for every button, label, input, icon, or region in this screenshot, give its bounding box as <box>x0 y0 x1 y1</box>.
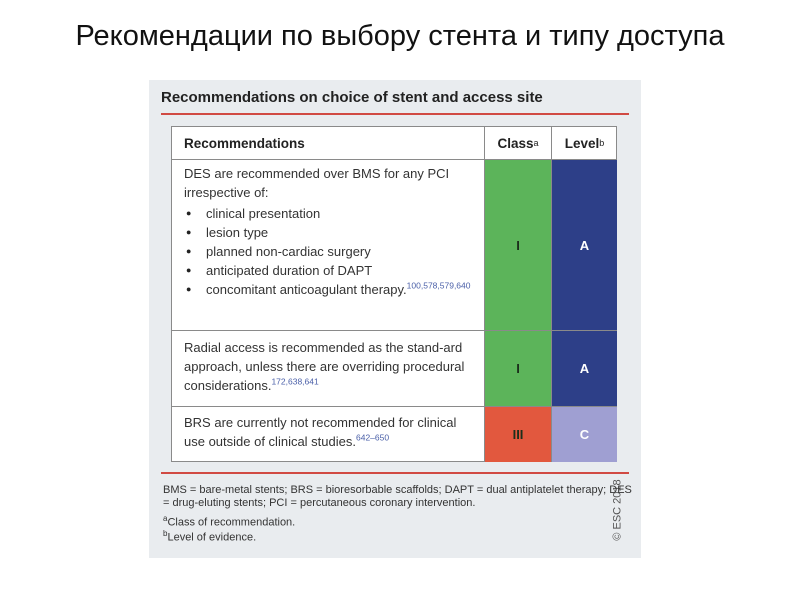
recommendations-table <box>171 126 617 462</box>
table-row <box>172 160 484 330</box>
list-item: ● anticipated duration of DAPT <box>184 261 474 280</box>
footnote-a-mark: a <box>163 514 168 523</box>
header-recommendations-label: Recommendations <box>184 135 305 151</box>
bottom-rule <box>161 472 629 474</box>
row-3-text: BRS are currently not recommended for clinical use outside of clinical studies. <box>184 415 457 449</box>
row-1-class: I <box>484 160 551 330</box>
table-row <box>172 407 484 462</box>
figure-heading: Recommendations on choice of stent and access site <box>161 89 543 106</box>
row-2-class: I <box>484 331 551 406</box>
row-3-class: III <box>484 407 551 462</box>
row-1-bullets <box>184 204 474 299</box>
footnote-b-text: Level of evidence. <box>167 531 257 544</box>
copyright-text: © ESC 2018 <box>612 479 624 541</box>
row-3-refs: 642–650 <box>355 432 390 443</box>
row-3-level: C <box>551 407 617 462</box>
list-item: ● clinical presentation <box>184 204 474 223</box>
header-level <box>551 127 617 159</box>
table-row <box>172 331 484 406</box>
row-1-bullet-last: concomitant anticoagulant therapy. <box>206 282 407 297</box>
row-2-refs: 172,638,641 <box>271 376 319 387</box>
row-1-level: A <box>551 160 617 330</box>
row-1-intro: DES are recommended over BMS for any PCI irrespective of: <box>184 166 450 200</box>
list-item: ● lesion type <box>184 223 474 242</box>
row-2-text: Radial access is recommended as the stand-ard approach, unless there are overriding procedural considerations. <box>184 340 465 393</box>
footnote-a-text: Class of recommendation. <box>167 516 296 529</box>
row-1-refs: 100,578,579,640 <box>406 280 471 291</box>
top-rule <box>161 113 629 115</box>
row-2-level: A <box>551 331 617 406</box>
header-class <box>484 127 551 159</box>
slide-title: Рекомендации по выбору стента и типу доступа <box>75 20 725 52</box>
footnote-abbreviations: BMS = bare-metal stents; BRS = bioresorbable scaffolds; DAPT = dual antiplatelet therapy; DES = drug-eluting stents; PCI = percutaneous coronary intervention. <box>163 484 632 509</box>
list-item <box>184 280 474 299</box>
header-class-label: Class <box>497 135 534 151</box>
header-level-label: Level <box>564 135 600 151</box>
header-level-sup: b <box>599 138 605 148</box>
header-class-sup: a <box>533 138 539 148</box>
list-item: ● planned non-cardiac surgery <box>184 242 474 261</box>
header-recommendations <box>172 127 484 159</box>
recommendations-figure <box>149 80 641 558</box>
footnote-b-mark: b <box>163 529 168 538</box>
footnote-b <box>163 527 633 545</box>
